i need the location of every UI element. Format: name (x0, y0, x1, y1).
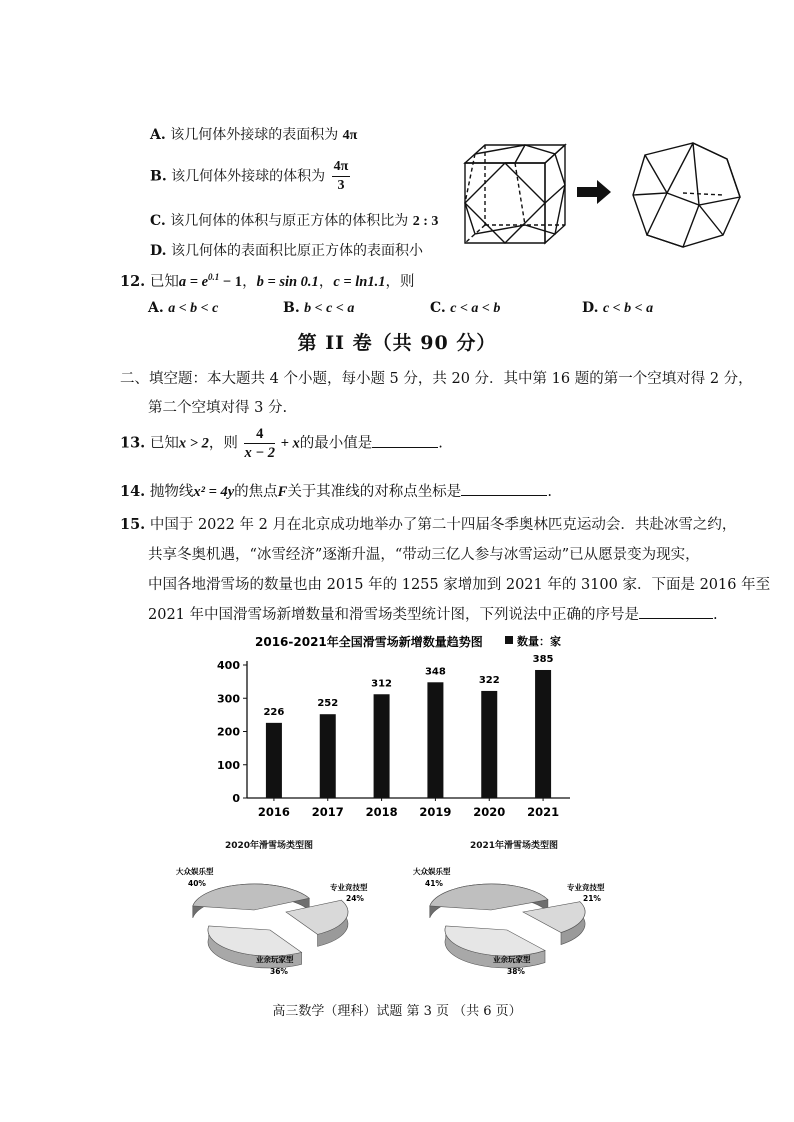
answer-blank[interactable] (639, 604, 713, 619)
q14-stem (120, 480, 552, 501)
cube-wireframe (465, 145, 565, 243)
legend-swatch (505, 636, 513, 644)
q11-option-c (150, 210, 438, 230)
x-tick-label: 2019 (419, 805, 452, 819)
q12-option-a (148, 300, 218, 317)
bar-2016 (266, 723, 282, 798)
q11-option-b (150, 158, 352, 195)
pie-slice-0 (193, 884, 309, 910)
q12-sep: ， (242, 274, 257, 290)
pie-charts (160, 860, 630, 990)
section-intro-line2: 第二个空填对得 3 分. (148, 400, 288, 416)
page-footer: 高三数学（理科）试题 第 3 页 （共 6 页） (272, 1004, 522, 1019)
fraction-denominator: x − 2 (244, 445, 276, 461)
q12-option-b (283, 300, 354, 317)
q12-b: b = sin 0.1 (256, 274, 319, 290)
q14-end: . (547, 484, 552, 500)
bar-2020 (481, 691, 497, 798)
data-label: 252 (317, 698, 339, 710)
arrow-icon (577, 180, 611, 204)
data-label: 385 (532, 653, 554, 665)
option-label: A. (148, 300, 164, 316)
q12-prefix: 已知 (149, 274, 179, 290)
q14-F: F (277, 484, 288, 500)
x-tick-label: 2017 (311, 805, 344, 819)
slice-percent: 24% (346, 894, 364, 903)
question-number: 12. (120, 273, 146, 290)
data-label: 226 (263, 706, 285, 718)
question-number: 13. (120, 434, 146, 452)
question-number: 14. (120, 483, 146, 500)
q12-exp: 0.1 (208, 272, 220, 283)
slice-percent: 36% (270, 967, 288, 976)
q15-line3: 中国各地滑雪场的数量也由 2015 年的 1255 家增加到 2021 年的 3100 家．下面是 2016 年至 (148, 577, 771, 593)
q14-mid: 的焦点 (234, 484, 278, 500)
q13-end: . (438, 435, 443, 452)
option-label: C. (150, 213, 166, 229)
q13-suffix: 的最小值是 (299, 435, 373, 452)
option-expr: c < a < b (450, 301, 501, 316)
q12-a-tail: − 1 (219, 274, 243, 290)
chart-title: 2016-2021年全国滑雪场新增数量趋势图 (255, 635, 483, 649)
q15-line2: 共享冬奥机遇，“冰雪经济”逐渐升温，“带动三亿人参与冰雪运动”已从愿景变为现实， (148, 547, 700, 563)
y-tick-label: 300 (217, 692, 240, 706)
q13-cond: x > 2 (178, 435, 209, 452)
data-label: 312 (371, 678, 393, 690)
q15-text: 中国于 2022 年 2 月在北京成功地举办了第二十四届冬季奥林匹克运动会．共赴冰雪之约， (149, 517, 737, 533)
bar-2017 (320, 714, 336, 798)
option-label: B. (283, 300, 300, 316)
q12-stem (120, 270, 414, 291)
slice-label: 大众娱乐型 (413, 867, 451, 876)
slice-percent: 41% (425, 879, 443, 888)
option-text: 该几何体外接球的表面积为 (170, 127, 339, 143)
legend-label: 数量：家 (517, 635, 561, 648)
q15-line4 (148, 603, 718, 624)
fraction (332, 158, 351, 195)
q12-suffix: ，则 (385, 274, 415, 290)
slice-percent: 21% (583, 894, 601, 903)
section-intro-line1: 二、填空题：本大题共 4 个小题，每小题 5 分，共 20 分．其中第 16 题的第一个空填对得 2 分， (120, 371, 753, 387)
q11-option-d (150, 240, 423, 260)
cuboctahedron (633, 143, 740, 247)
q15-end: . (713, 607, 718, 623)
option-label: D. (582, 300, 599, 316)
slice-percent: 38% (507, 967, 525, 976)
cube-figure (455, 135, 755, 255)
answer-blank[interactable] (372, 433, 438, 448)
q12-a: a = e (178, 274, 209, 290)
q15-line1 (120, 513, 736, 534)
pie-2021-title: 2021年滑雪场类型图 (470, 841, 559, 851)
fraction-numerator: 4 (244, 425, 275, 444)
data-label: 348 (424, 666, 446, 678)
option-value: 2 : 3 (412, 214, 439, 229)
option-expr: a < b < c (168, 301, 219, 316)
slice-label: 大众娱乐型 (176, 867, 214, 876)
x-tick-label: 2018 (365, 805, 398, 819)
q14-eq: x² = 4y (193, 484, 235, 500)
q12-c: c = ln1.1 (333, 274, 386, 290)
q11-option-a (150, 124, 357, 144)
x-tick-label: 2020 (473, 805, 506, 819)
bar-chart (215, 630, 585, 825)
slice-label: 业余玩家型 (493, 955, 531, 964)
section-title: 第 II 卷（共 90 分） (297, 332, 497, 354)
q12-option-c (430, 300, 500, 317)
option-text: 该几何体的表面积比原正方体的表面积小 (170, 243, 423, 259)
fraction (244, 425, 275, 462)
fraction-denominator: 3 (337, 178, 345, 193)
x-tick-label: 2021 (527, 805, 560, 819)
slice-label: 专业竞技型 (567, 883, 605, 892)
option-label: D. (150, 243, 167, 259)
slice-percent: 40% (188, 879, 206, 888)
q13-mid: ，则 (208, 435, 238, 452)
q14-suffix: 关于其准线的对称点坐标是 (287, 484, 462, 500)
q13-plus: + x (277, 435, 300, 452)
bar-2021 (535, 670, 551, 798)
y-tick-label: 100 (217, 758, 240, 772)
slice-label: 业余玩家型 (256, 955, 294, 964)
answer-blank[interactable] (461, 481, 547, 496)
option-label: B. (150, 168, 167, 185)
option-text: 该几何体的体积与原正方体的体积比为 (170, 213, 409, 229)
question-number: 15. (120, 516, 146, 533)
bar-2019 (427, 682, 443, 798)
option-expr: c < b < a (602, 301, 654, 316)
option-value: 4π (342, 128, 358, 143)
y-tick-label: 200 (217, 725, 240, 739)
q13-stem (120, 425, 443, 462)
option-label: C. (430, 300, 446, 316)
bar-2018 (374, 694, 390, 798)
y-tick-label: 0 (232, 792, 240, 805)
x-tick-label: 2016 (257, 805, 290, 819)
q12-option-d (582, 300, 653, 317)
q15-text: 2021 年中国滑雪场新增数量和滑雪场类型统计图，下列说法中正确的序号是 (148, 607, 640, 623)
pie-slice-0 (430, 884, 548, 910)
slice-label: 专业竞技型 (330, 883, 368, 892)
y-tick-label: 400 (217, 659, 240, 672)
q12-sep: ， (318, 274, 334, 290)
option-label: A. (150, 127, 166, 143)
option-text: 该几何体外接球的体积为 (171, 168, 326, 185)
q14-prefix: 抛物线 (149, 484, 194, 500)
data-label: 322 (478, 674, 500, 686)
option-expr: b < c < a (304, 301, 355, 316)
fraction-numerator: 4π (332, 158, 351, 177)
pie-2020-title: 2020年滑雪场类型图 (225, 841, 314, 851)
q13-prefix: 已知 (149, 435, 179, 452)
